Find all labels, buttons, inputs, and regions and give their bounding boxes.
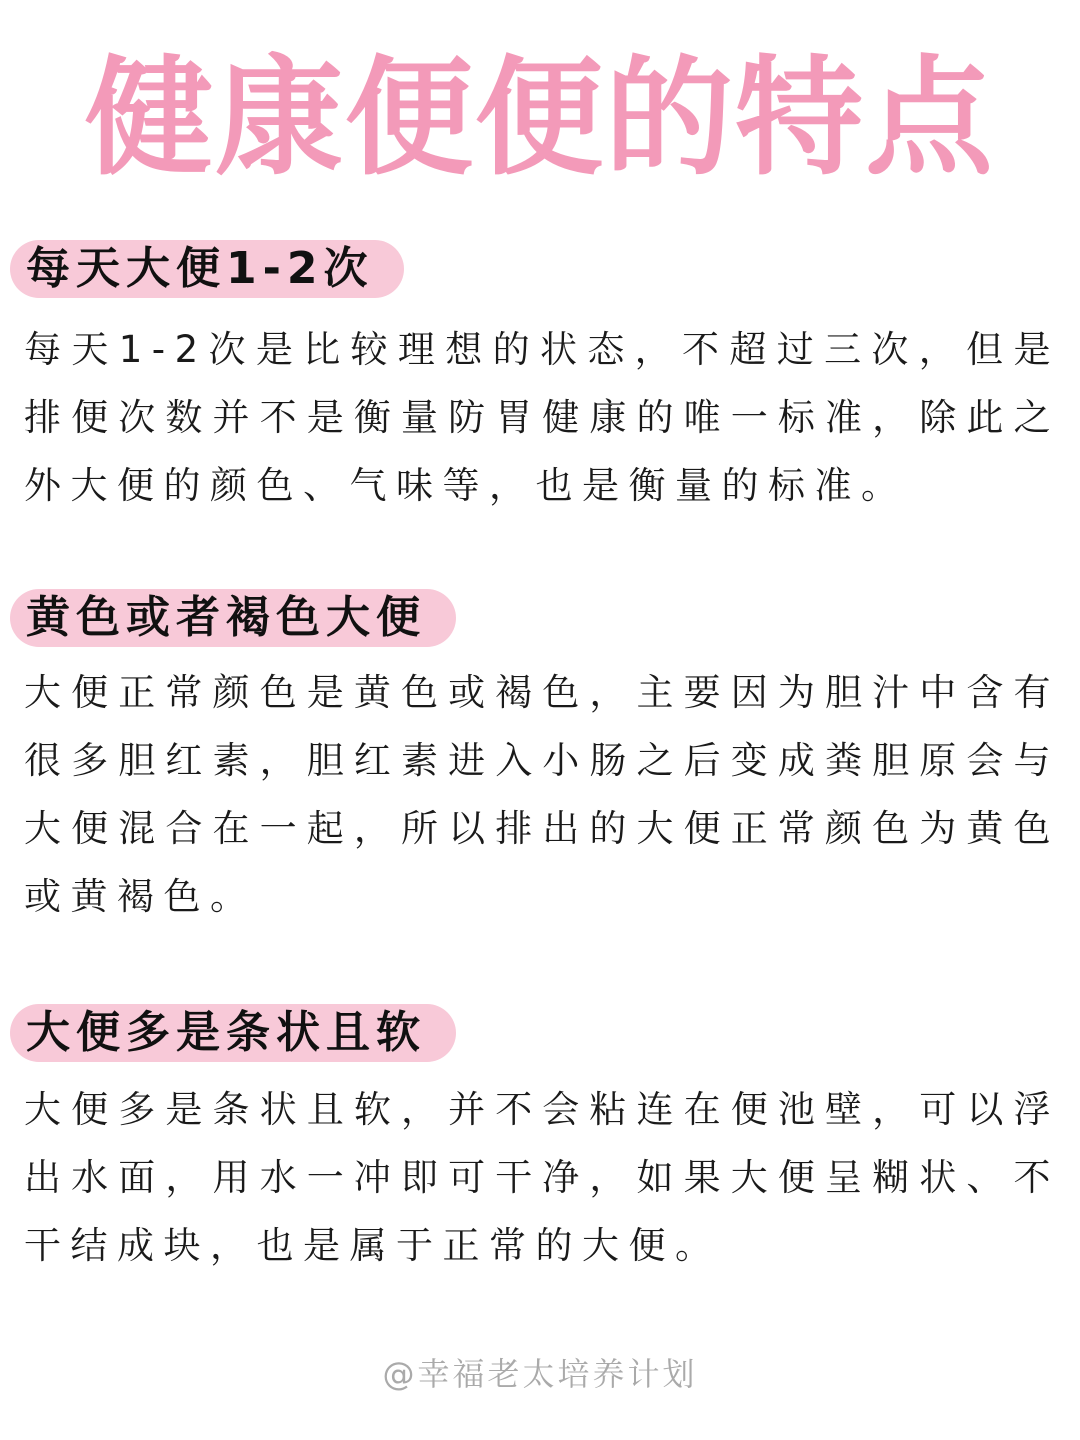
section-heading-daily-frequency: 每天大便1-2次 bbox=[10, 240, 404, 298]
section-heading-stool-shape: 大便多是条状且软 bbox=[10, 1004, 456, 1062]
watermark: @幸福老太培养计划 bbox=[382, 1355, 698, 1393]
page-title: 健康便便的特点 bbox=[84, 44, 995, 193]
section-body-stool-color: 大便正常颜色是黄色或褐色，主要因为胆汁中含有很多胆红素，胆红素进入小肠之后变成粪胆原会与大便混合在一起，所以排出的大便正常颜色为黄色或黄褐色。 bbox=[24, 671, 1060, 918]
section-heading-stool-color: 黄色或者褐色大便 bbox=[10, 589, 456, 647]
section-body-daily-frequency: 每天1-2次是比较理想的状态，不超过三次，但是排便次数并不是衡量防胃健康的唯一标准，除此之外大便的颜色、气味等，也是衡量的标准。 bbox=[24, 328, 1060, 507]
section-body-stool-shape: 大便多是条状且软，并不会粘连在便池壁，可以浮出水面，用水一冲即可干净，如果大便呈糊状、不干结成块，也是属于正常的大便。 bbox=[24, 1088, 1060, 1267]
